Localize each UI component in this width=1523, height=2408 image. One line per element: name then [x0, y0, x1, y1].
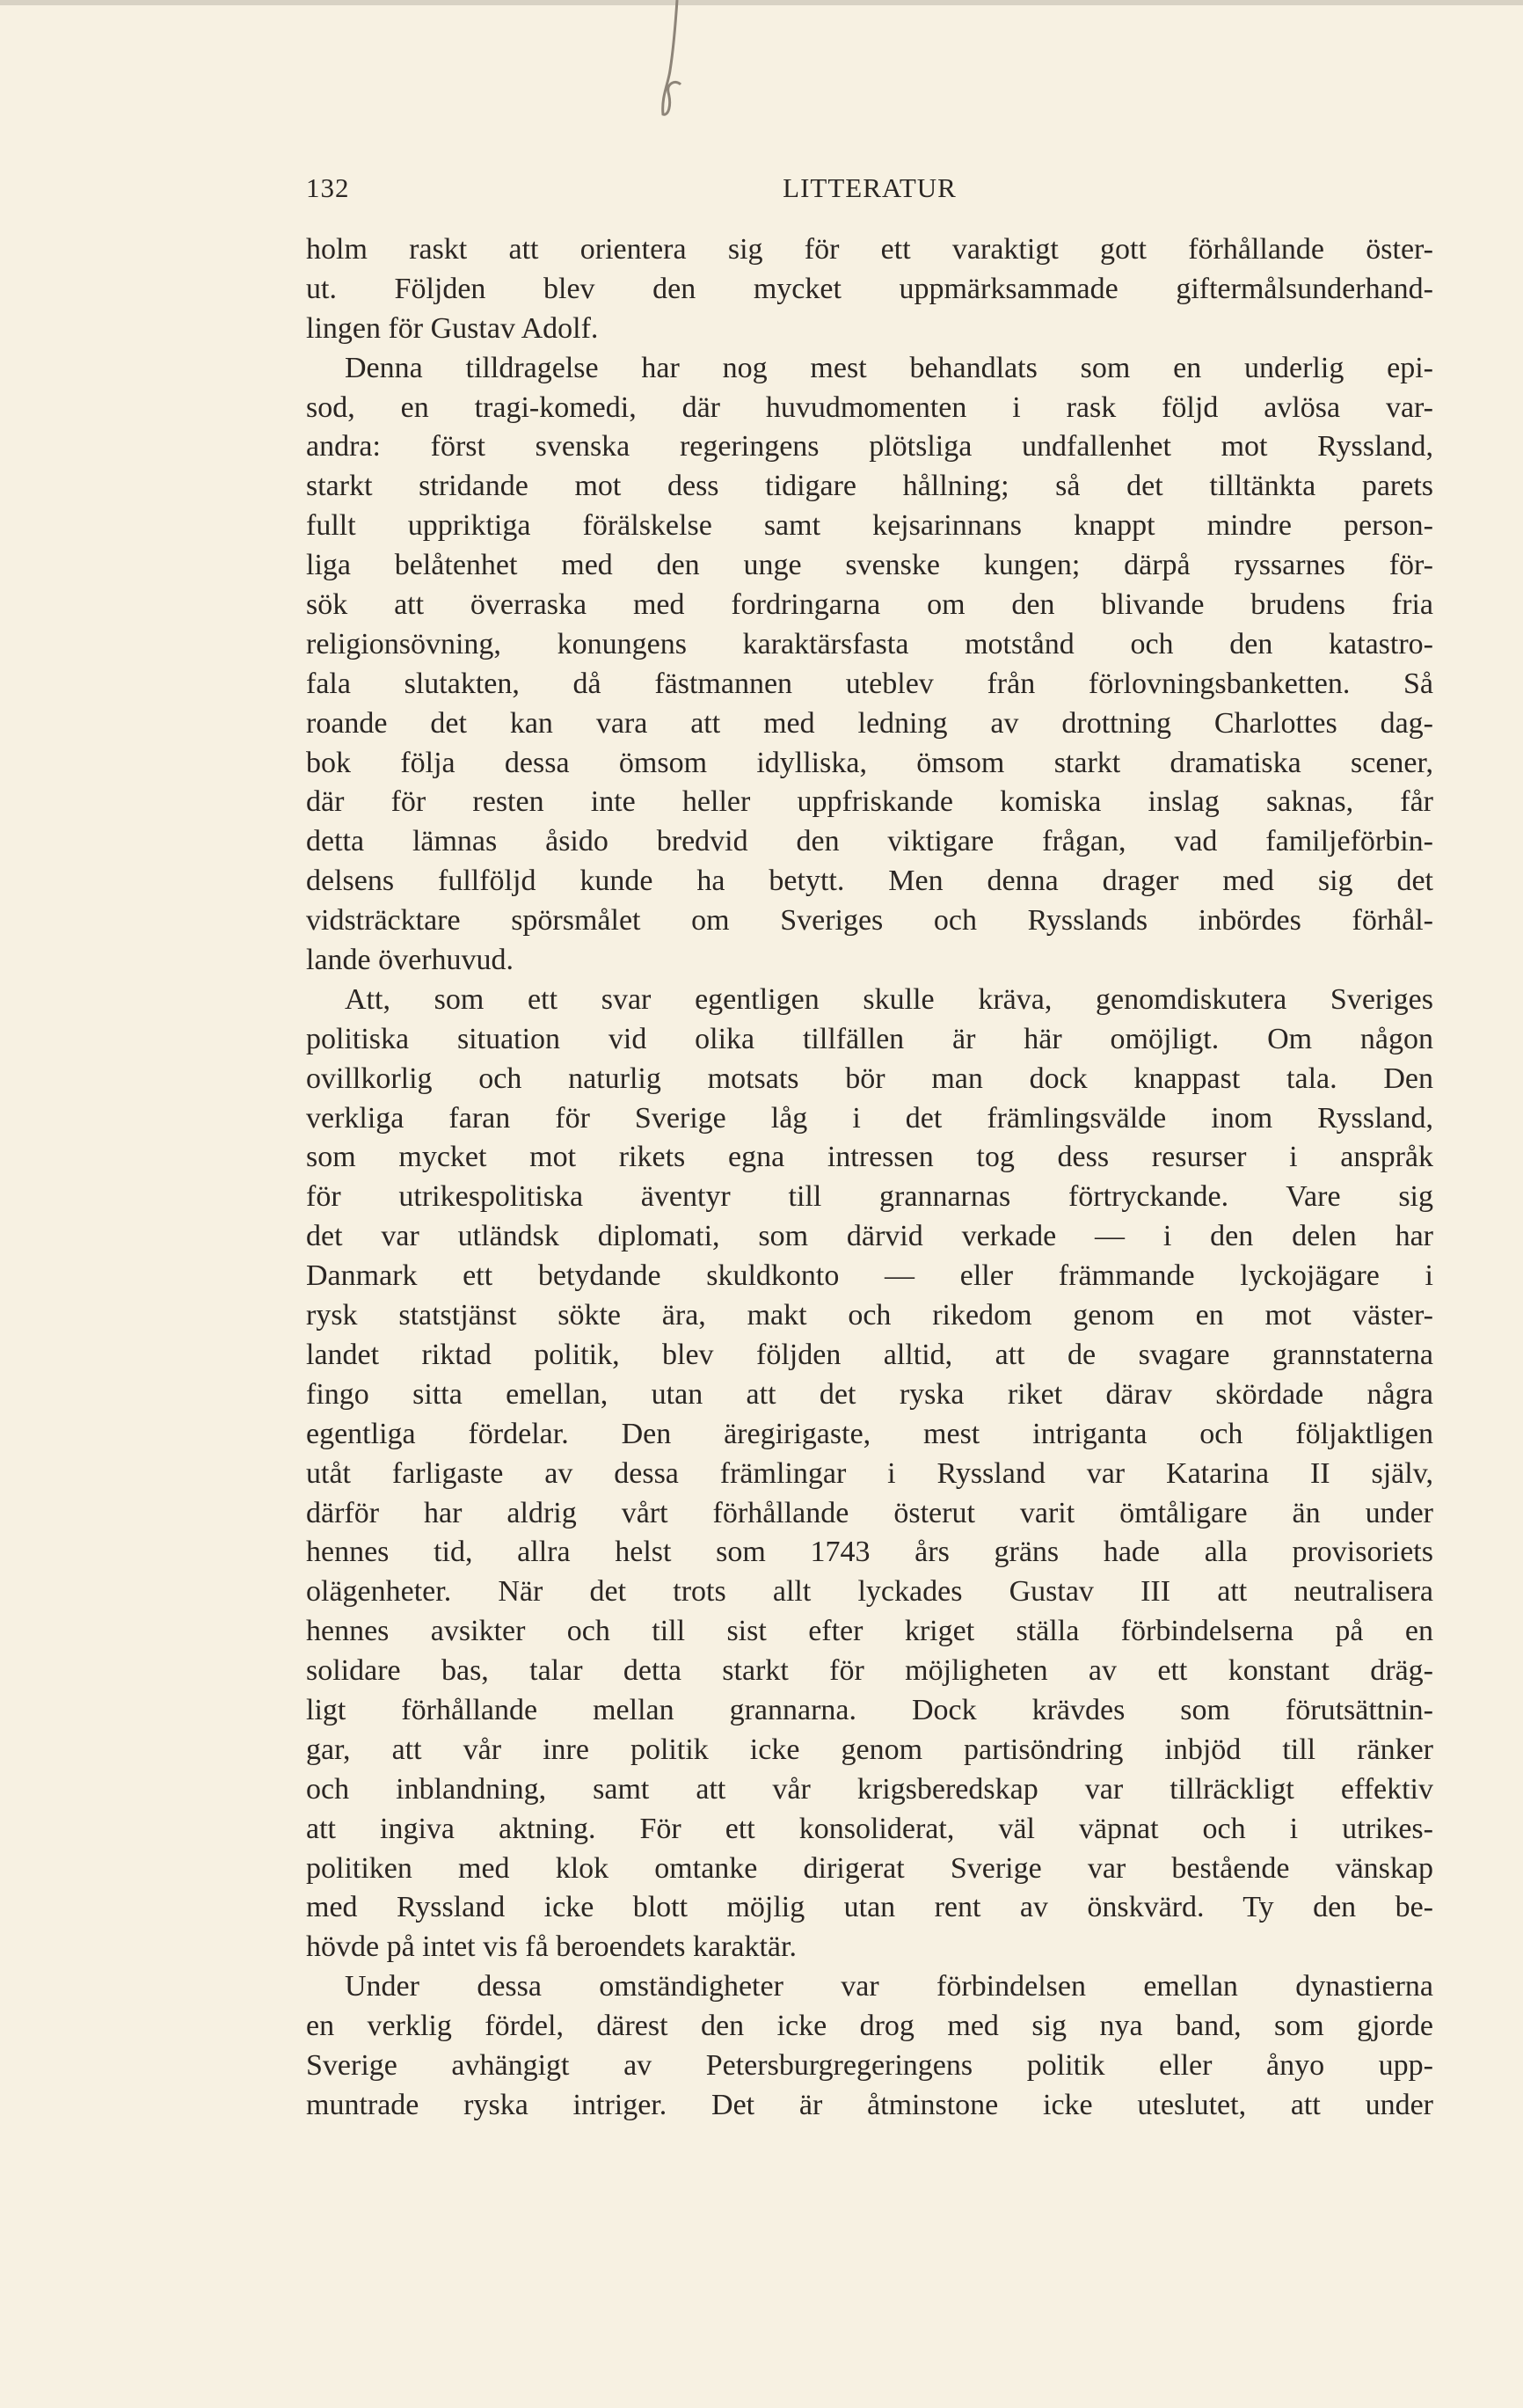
- text-line: därför har aldrig vårt förhållande österut varit ömtåligare än under: [306, 1496, 1433, 1529]
- text-line: fullt uppriktiga förälskelse samt kejsarinnans knappt mindre person-: [306, 509, 1433, 543]
- text-line: fala slutakten, då fästmannen uteblev från förlovningsbanketten. Så: [306, 667, 1433, 700]
- text-line: politiken med klok omtanke dirigerat Sverige var bestående vänskap: [306, 1851, 1433, 1885]
- text-line: hennes avsikter och till sist efter kriget ställa förbindelserna på en: [306, 1615, 1433, 1648]
- text-line: landet riktad politik, blev följden alltid, att de svagare grannstaterna: [306, 1338, 1433, 1371]
- text-line: egentliga fördelar. Den äregirigaste, mest intriganta och följaktligen: [306, 1417, 1433, 1450]
- text-line: solidare bas, talar detta starkt för möjligheten av ett konstant dräg-: [306, 1654, 1433, 1688]
- page-top-edge: [0, 0, 1523, 5]
- text-line: och inblandning, samt att vår krigsberedskap var tillräckligt effektiv: [306, 1772, 1433, 1806]
- text-line: starkt stridande mot dess tidigare hållning; så det tilltänkta parets: [306, 470, 1433, 503]
- text-line: att ingiva aktning. För ett konsoliderat, väl väpnat och i utrikes-: [306, 1812, 1433, 1845]
- text-line: sod, en tragi-komedi, där huvudmomenten i rask följd avlösa var-: [306, 390, 1433, 424]
- text-line: lande överhuvud.: [306, 944, 514, 977]
- text-line: Denna tilldragelse har nog mest behandlats som en underlig epi-: [345, 351, 1433, 384]
- running-title: LITTERATUR: [783, 172, 957, 203]
- text-line: roande det kan vara att med ledning av drottning Charlottes dag-: [306, 706, 1433, 740]
- paragraph: [306, 230, 1433, 349]
- text-line: hennes tid, allra helst som 1743 års gräns hade alla provisoriets: [306, 1536, 1433, 1569]
- text-line: liga belåtenhet med den unge svenske kungen; därpå ryssarnes för-: [306, 549, 1433, 582]
- text-line: vidsträcktare spörsmålet om Sveriges och Rysslands inbördes förhål-: [306, 904, 1433, 938]
- running-header: [306, 172, 1433, 211]
- paragraph: [306, 981, 1433, 1967]
- text-line: Att, som ett svar egentligen skulle kräva, genomdiskutera Sveriges: [345, 982, 1433, 1016]
- text-line: detta lämnas åsido bredvid den viktigare frågan, vad familjeförbin-: [306, 825, 1433, 858]
- page-number: 132: [306, 172, 350, 203]
- paragraph: [306, 1967, 1433, 2126]
- text-line: politiska situation vid olika tillfällen är här omöjligt. Om någon: [306, 1022, 1433, 1055]
- text-line: rysk statstjänst sökte ära, makt och rikedom genom en mot väster-: [306, 1299, 1433, 1332]
- text-line: gar, att vår inre politik icke genom partisöndring inbjöd till ränker: [306, 1733, 1433, 1766]
- text-line: Danmark ett betydande skuldkonto — eller främmande lyckojägare i: [306, 1259, 1433, 1293]
- text-line: utåt farligaste av dessa främlingar i Ryssland var Katarina II själv,: [306, 1456, 1433, 1490]
- text-line: andra: först svenska regeringens plötsliga undfallenhet mot Ryssland,: [306, 430, 1433, 463]
- text-line: där för resten inte heller uppfriskande komiska inslag saknas, får: [306, 785, 1433, 819]
- text-line: verkliga faran för Sverige låg i det främlingsvälde inom Ryssland,: [306, 1101, 1433, 1135]
- text-line: ligt förhållande mellan grannarna. Dock krävdes som förutsättnin-: [306, 1693, 1433, 1726]
- text-line: Sverige avhängigt av Petersburgregeringens politik eller ånyo upp-: [306, 2048, 1433, 2082]
- text-line: för utrikespolitiska äventyr till grannarnas förtryckande. Vare sig: [306, 1180, 1433, 1214]
- paragraph: [306, 349, 1433, 981]
- text-line: lingen för Gustav Adolf.: [306, 311, 599, 345]
- text-line: delsens fullföljd kunde ha betytt. Men denna drager med sig det: [306, 865, 1433, 898]
- text-line: ovillkorlig och naturlig motsats bör man dock knappast tala. Den: [306, 1062, 1433, 1095]
- text-line: en verklig fördel, därest den icke drog med sig nya band, som gjorde: [306, 2010, 1433, 2043]
- text-line: holm raskt att orientera sig för ett varaktigt gott förhållande öster-: [306, 233, 1433, 266]
- text-line: det var utländsk diplomati, som därvid verkade — i den delen har: [306, 1220, 1433, 1253]
- text-line: som mycket mot rikets egna intressen tog dess resurser i anspråk: [306, 1141, 1433, 1174]
- text-line: olägenheter. När det trots allt lyckades Gustav III att neutralisera: [306, 1575, 1433, 1609]
- text-line: fingo sitta emellan, utan att det ryska riket därav skördade några: [306, 1377, 1433, 1411]
- body-text: [306, 230, 1433, 2126]
- text-line: med Ryssland icke blott möjlig utan rent av önskvärd. Ty den be-: [306, 1891, 1433, 1924]
- text-line: muntrade ryska intriger. Det är åtminstone icke uteslutet, att under: [306, 2088, 1433, 2121]
- text-line: bok följa dessa ömsom idylliska, ömsom starkt dramatiska scener,: [306, 746, 1433, 779]
- binding-thread-mark: [642, 0, 703, 123]
- text-line: sök att överraska med fordringarna om den blivande brudens fria: [306, 588, 1433, 622]
- text-line: religionsövning, konungens karaktärsfasta motstånd och den katastro-: [306, 627, 1433, 660]
- text-line: Under dessa omständigheter var förbindelsen emellan dynastierna: [345, 1970, 1433, 2003]
- text-line: ut. Följden blev den mycket uppmärksammade giftermålsunderhand-: [306, 272, 1433, 305]
- text-line: hövde på intet vis få beroendets karaktär.: [306, 1930, 797, 1964]
